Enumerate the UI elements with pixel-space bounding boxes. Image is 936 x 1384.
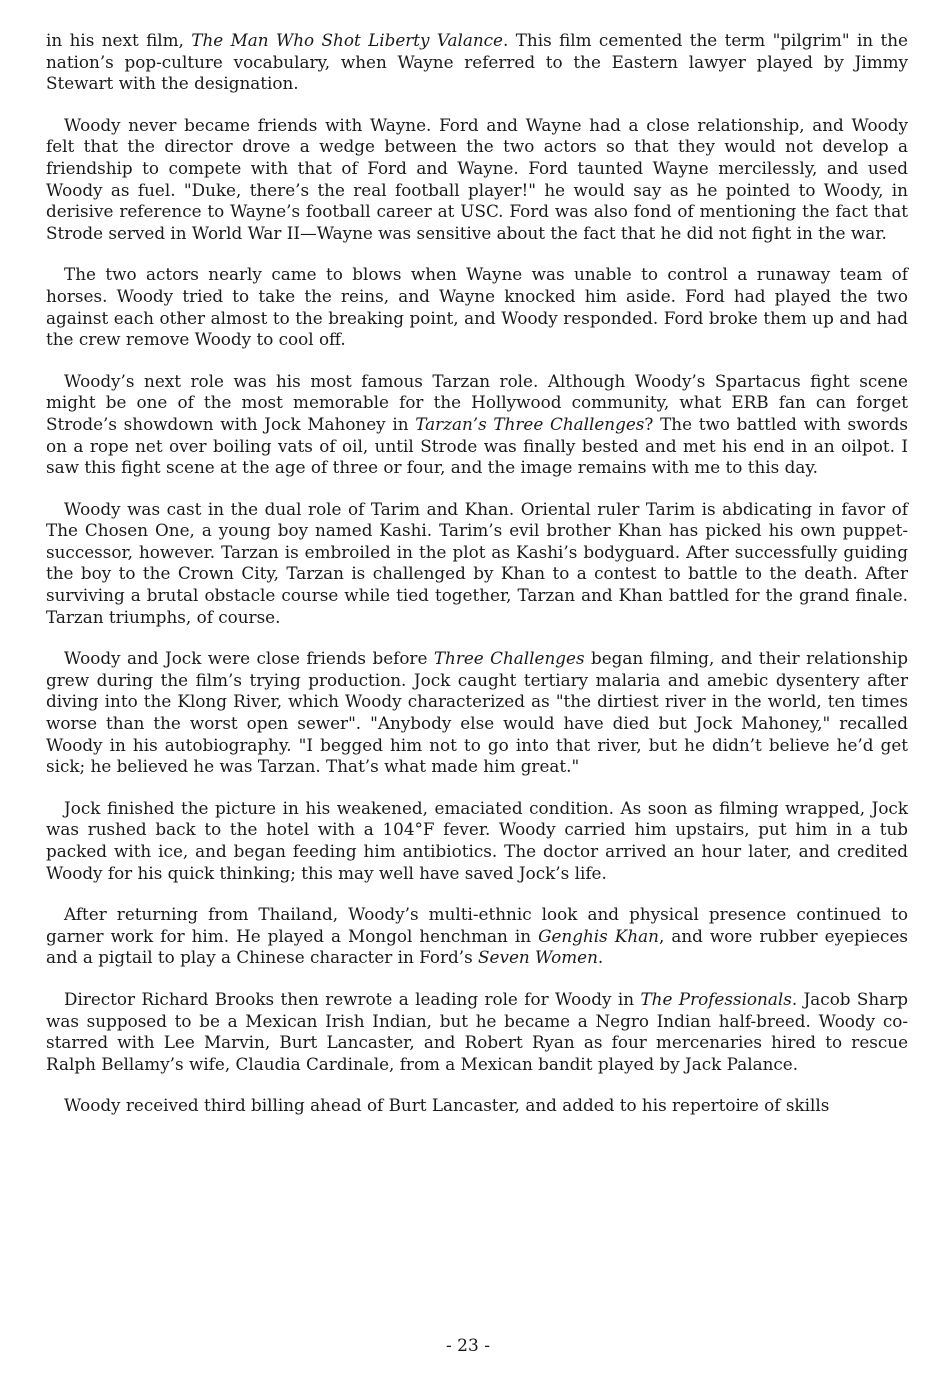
paragraph-10	[46, 1095, 908, 1117]
paragraph-5	[46, 499, 908, 629]
text-run: Woody received third billing ahead of Burt Lancaster, and added to his repertoire of skills	[64, 1095, 830, 1116]
film-title: The Professionals	[640, 988, 792, 1009]
film-title: Genghis Khan	[538, 925, 659, 946]
paragraph-4	[46, 371, 908, 479]
text-run: Director Richard Brooks then rewrote a leading role for Woody in	[64, 988, 641, 1009]
page-number: - 23 -	[446, 1336, 490, 1356]
paragraph-3	[46, 264, 908, 350]
text-run: Woody’s next role was his most famous Tarzan role. Although Woody’s Spartacus fight scene might be one of the most memorable for the Hollywood community, what ERB fan can forget Strode’s showdown with Jock Mahoney in	[46, 370, 908, 434]
text-run: Woody and Jock were close friends before	[64, 648, 434, 669]
paragraph-8	[46, 904, 908, 969]
paragraph-2	[46, 115, 908, 245]
film-title: Three Challenges	[433, 648, 585, 669]
film-title: Seven Women	[478, 947, 598, 968]
text-run: .	[597, 947, 604, 968]
text-run: Woody was cast in the dual role of Tarim and Khan. Oriental ruler Tarim is abdicating in favor of The Chosen One, a young boy named Kashi. Tarim’s evil brother Khan has picked his own puppet-successor, however. Tarzan is embroiled in the plot as Kashi’s bodyguard. After successfully guiding the boy to the Crown City, Tarzan is challenged by Khan to a contest to battle to the death. After surviving a brutal obstacle course while tied together, Tarzan and Khan battled for the grand finale. Tarzan triumphs, of course.	[46, 498, 908, 627]
text-run: The two actors nearly came to blows when Wayne was unable to control a runaway team of horses. Woody tried to take the reins, and Wayne knocked him aside. Ford had played the two against each other almost to the breaking point, and Woody responded. Ford broke them up and had the crew remove Woody to cool off.	[46, 264, 908, 350]
paragraph-9	[46, 989, 908, 1075]
text-run: . This film cemented the term "pilgrim" in the nation’s pop-culture vocabulary, when Wayne referred to the Eastern lawyer played by Jimmy Stewart with the designation.	[46, 30, 908, 94]
film-title: The Man Who Shot Liberty Valance	[191, 30, 503, 50]
text-run: , and wore rubber eyepieces and a pigtail to play a Chinese character in Ford’s	[46, 925, 908, 968]
document-page	[46, 30, 908, 1360]
paragraph-7	[46, 798, 908, 884]
text-run: Woody never became friends with Wayne. Ford and Wayne had a close relationship, and Woody felt that the director drove a wedge between the two actors so that they would not develop a friendship to compete with that of Ford and Wayne. Ford taunted Wayne mercilessly, and used Woody as fuel. "Duke, there’s the real football player!" he would say as he pointed to Woody, in derisive reference to Wayne’s football career at USC. Ford was also fond of mentioning the fact that Strode served in World War II—Wayne was sensitive about the fact that he did not fight in the war.	[46, 114, 908, 243]
text-run: After returning from Thailand, Woody’s multi-ethnic look and physical presence continued to garner work for him. He played a Mongol henchman in	[46, 904, 908, 946]
text-run: ? The two battled with swords on a rope net over boiling vats of oil, until Strode was finally bested and met his end in an oilpot. I saw this fight scene at the age of three or four, and the image remains with me to this day.	[46, 413, 909, 478]
film-title: Tarzan’s Three Challenges	[415, 413, 645, 434]
text-run: Jock finished the picture in his weakened, emaciated condition. As soon as filming wrapped, Jock was rushed back to the hotel with a 104°F fever. Woody carried him upstairs, put him in a tub packed with ice, and began feeding him antibiotics. The doctor arrived an hour later, and credited Woody for his quick thinking; this may well have saved Jock’s life.	[46, 797, 908, 883]
text-run: began filming, and their relationship grew during the film’s trying production. Jock caught tertiary malaria and amebic dysentery after diving into the Klong River, which Woody characterized as "the dirtiest river in the world, ten times worse than the worst open sewer". "Anybody else would have died but Jock Mahoney," recalled Woody in his autobiography. "I begged him not to go into that river, but he didn’t believe he’d get sick; he believed he was Tarzan. That’s what made him great."	[46, 648, 908, 777]
paragraph-1	[46, 30, 908, 95]
paragraph-6	[46, 648, 908, 778]
text-run: in his next film,	[46, 30, 192, 50]
text-run: . Jacob Sharp was supposed to be a Mexican Irish Indian, but he became a Negro Indian half-breed. Woody co-starred with Lee Marvin, Burt Lancaster, and Robert Ryan as four mercenaries hired to rescue Ralph Bellamy’s wife, Claudia Cardinale, from a Mexican bandit played by Jack Palance.	[46, 988, 909, 1074]
